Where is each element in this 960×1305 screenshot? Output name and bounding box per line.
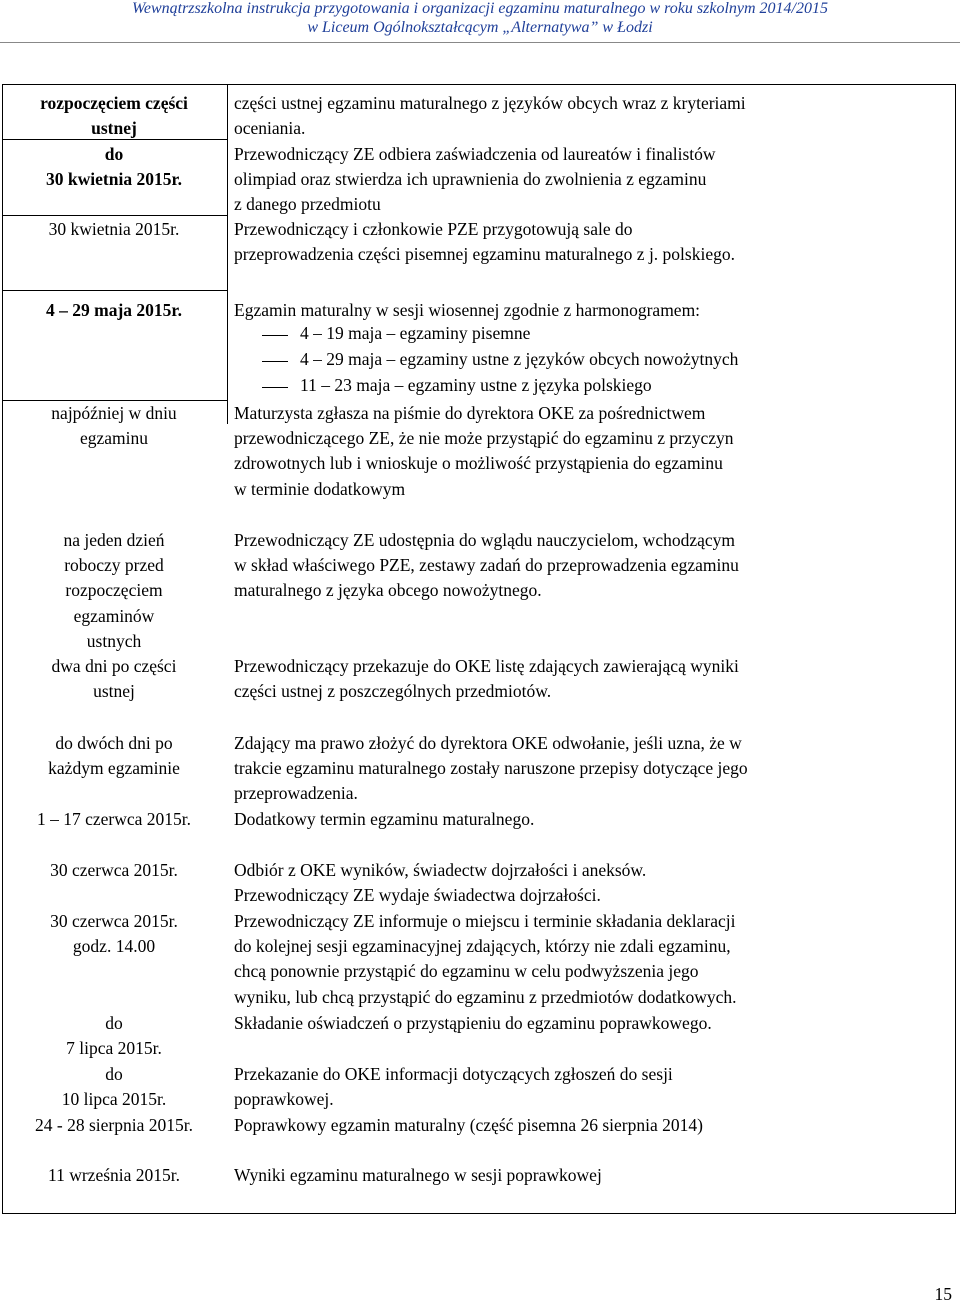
row-date — [4, 1011, 224, 1061]
bullet-dash — [262, 335, 288, 336]
row-date-line: egzaminów — [73, 605, 155, 626]
row-date — [4, 1062, 224, 1112]
column-divider — [227, 84, 228, 424]
row-date — [4, 654, 224, 704]
row-description — [234, 142, 949, 218]
row-description — [234, 909, 949, 1010]
row-date — [4, 91, 224, 141]
row-description — [234, 731, 949, 807]
row-description-line: Odbiór z OKE wyników, świadectw dojrzałości i aneksów. — [234, 860, 647, 880]
row-description-line: przewodniczącego ZE, że nie może przystąpić do egzaminu z przyczyn — [234, 428, 734, 449]
row-date — [4, 858, 224, 883]
row-date-line: 1 – 17 czerwca 2015r. — [36, 809, 192, 829]
row-description-line: Przewodniczący ZE wydaje świadectwa dojrzałości. — [234, 885, 601, 906]
row-date — [4, 217, 224, 242]
row-date-line: dwa dni po części — [51, 656, 177, 676]
row-description-line: Przewodniczący ZE odbiera zaświadczenia od laureatów i finalistów — [234, 144, 716, 164]
row-date-line: na jeden dzień — [63, 530, 165, 550]
row-date-line: do — [105, 1064, 123, 1084]
row-description — [234, 401, 949, 502]
page-number: 15 — [934, 1284, 952, 1304]
row-description — [234, 528, 949, 604]
row-description-line: trakcie egzaminu maturalnego zostały naruszone przepisy dotyczące jego — [234, 758, 748, 779]
row-date-line: 11 września 2015r. — [47, 1165, 181, 1185]
row-date — [4, 1113, 224, 1138]
row-date-line: ustnej — [91, 118, 137, 139]
row-date-line: 30 czerwca 2015r. — [50, 911, 178, 931]
row-date-line: egzaminu — [79, 428, 149, 449]
row-description — [234, 807, 949, 832]
row-description-line: chcą ponownie przystąpić do egzaminu w celu podwyższenia jego — [234, 961, 699, 982]
row-description-line: przeprowadzenia. — [234, 783, 358, 804]
row-date-line: każdym egzaminie — [48, 758, 180, 779]
row-description — [234, 298, 949, 323]
row-description-line: Zdający ma prawo złożyć do dyrektora OKE odwołanie, jeśli uzna, że w — [234, 733, 742, 753]
row-date — [4, 1163, 224, 1188]
row-date-line: do dwóch dni po — [55, 733, 173, 753]
row-date-line: rozpoczęciem — [65, 580, 163, 601]
row-date-line: roboczy przed — [64, 555, 164, 576]
row-date-line: ustnych — [86, 630, 142, 651]
row-description-line: do kolejnej sesji egzaminacyjnej zdających, którzy nie zdali egzaminu, — [234, 936, 731, 957]
row-date-line: 24 - 28 sierpnia 2015r. — [35, 1115, 193, 1135]
row-date — [4, 909, 224, 959]
row-description-line: Egzamin maturalny w sesji wiosennej zgodnie z harmonogramem: — [234, 300, 701, 320]
row-date-line: 7 lipca 2015r. — [66, 1038, 162, 1059]
row-description — [234, 1011, 949, 1036]
row-date — [4, 528, 224, 654]
row-date-line: ustnej — [93, 681, 135, 702]
row-description-line: Poprawkowy egzamin maturalny (część pisemna 26 sierpnia 2014) — [234, 1115, 703, 1135]
row-date — [4, 731, 224, 781]
row-description-line: w skład właściwego PZE, zestawy zadań do przeprowadzenia egzaminu — [234, 555, 739, 576]
row-date — [4, 298, 224, 323]
row-description — [234, 1062, 949, 1112]
row-date-line: najpóźniej w dniu — [51, 403, 177, 423]
row-description-line: poprawkowej. — [234, 1089, 334, 1110]
row-divider — [2, 215, 227, 216]
row-description-line: zdrowotnych lub i wnioskuje o możliwość przystąpienia do egzaminu — [234, 453, 723, 474]
document-header-school: w Liceum Ogólnokształcącym „Alternatywa” w Łodzi — [307, 19, 653, 36]
row-description-line: w terminie dodatkowym — [234, 478, 406, 499]
row-date-line: 30 kwietnia 2015r. — [46, 169, 182, 190]
schedule-sub-item: 11 – 23 maja – egzaminy ustne z języka polskiego — [300, 375, 652, 395]
row-date — [4, 401, 224, 451]
row-description-line: Wyniki egzaminu maturalnego w sesji poprawkowej — [234, 1165, 602, 1185]
row-description-line: Składanie oświadczeń o przystąpieniu do egzaminu poprawkowego. — [234, 1013, 712, 1033]
header-rule — [0, 42, 960, 43]
schedule-sub-item: 4 – 29 maja – egzaminy ustne z języków obcych nowożytnych — [300, 349, 739, 369]
row-date-line: rozpoczęciem części — [40, 93, 188, 113]
row-description-line: części ustnej egzaminu maturalnego z języków obcych wraz z kryteriami — [234, 93, 746, 113]
row-description-line: Przekazanie do OKE informacji dotyczących zgłoszeń do sesji — [234, 1064, 673, 1084]
row-description-line: Dodatkowy termin egzaminu maturalnego. — [234, 809, 535, 829]
row-description — [234, 654, 949, 704]
row-description-line: Przewodniczący ZE udostępnia do wglądu nauczycielom, wchodzącym — [234, 530, 735, 550]
schedule-sub-item: 4 – 19 maja – egzaminy pisemne — [300, 323, 531, 343]
row-description — [234, 91, 949, 141]
row-description — [234, 858, 949, 908]
row-date-line: do — [105, 1013, 123, 1033]
row-description — [234, 1163, 949, 1188]
row-description-line: Maturzysta zgłasza na piśmie do dyrektora OKE za pośrednictwem — [234, 403, 706, 423]
row-description-line: Przewodniczący i członkowie PZE przygotowują sale do — [234, 219, 633, 239]
row-description-line: oceniania. — [234, 118, 306, 139]
row-date — [4, 142, 224, 192]
row-description-line: Przewodniczący przekazuje do OKE listę zdających zawierającą wyniki — [234, 656, 739, 676]
row-description-line: z danego przedmiotu — [234, 194, 381, 215]
bullet-dash — [262, 387, 288, 388]
row-date — [4, 807, 224, 832]
row-description-line: Przewodniczący ZE informuje o miejscu i terminie składania deklaracji — [234, 911, 736, 931]
row-date-line: do — [104, 144, 124, 164]
document-header-title: Wewnątrzszkolna instrukcja przygotowania i organizacji egzaminu maturalnego w roku szkolnym 2014/2015 — [132, 0, 828, 17]
row-divider — [2, 290, 227, 291]
row-description-line: wyniku, lub chcą przystąpić do egzaminu z przedmiotów dodatkowych. — [234, 986, 737, 1007]
row-date-line: 30 kwietnia 2015r. — [48, 219, 180, 239]
row-description-line: części ustnej z poszczególnych przedmiotów. — [234, 681, 552, 702]
row-description — [234, 1113, 949, 1138]
row-description-line: przeprowadzenia części pisemnej egzaminu maturalnego z j. polskiego. — [234, 244, 735, 265]
bullet-dash — [262, 361, 288, 362]
row-description-line: olimpiad oraz stwierdza ich uprawnienia do zwolnienia z egzaminu — [234, 169, 707, 190]
row-date-line: 4 – 29 maja 2015r. — [46, 300, 182, 320]
row-date-line: godz. 14.00 — [72, 936, 156, 957]
row-description — [234, 217, 949, 267]
row-date-line: 10 lipca 2015r. — [61, 1089, 167, 1110]
row-description-line: maturalnego z języka obcego nowożytnego. — [234, 580, 542, 601]
row-date-line: 30 czerwca 2015r. — [50, 860, 178, 880]
